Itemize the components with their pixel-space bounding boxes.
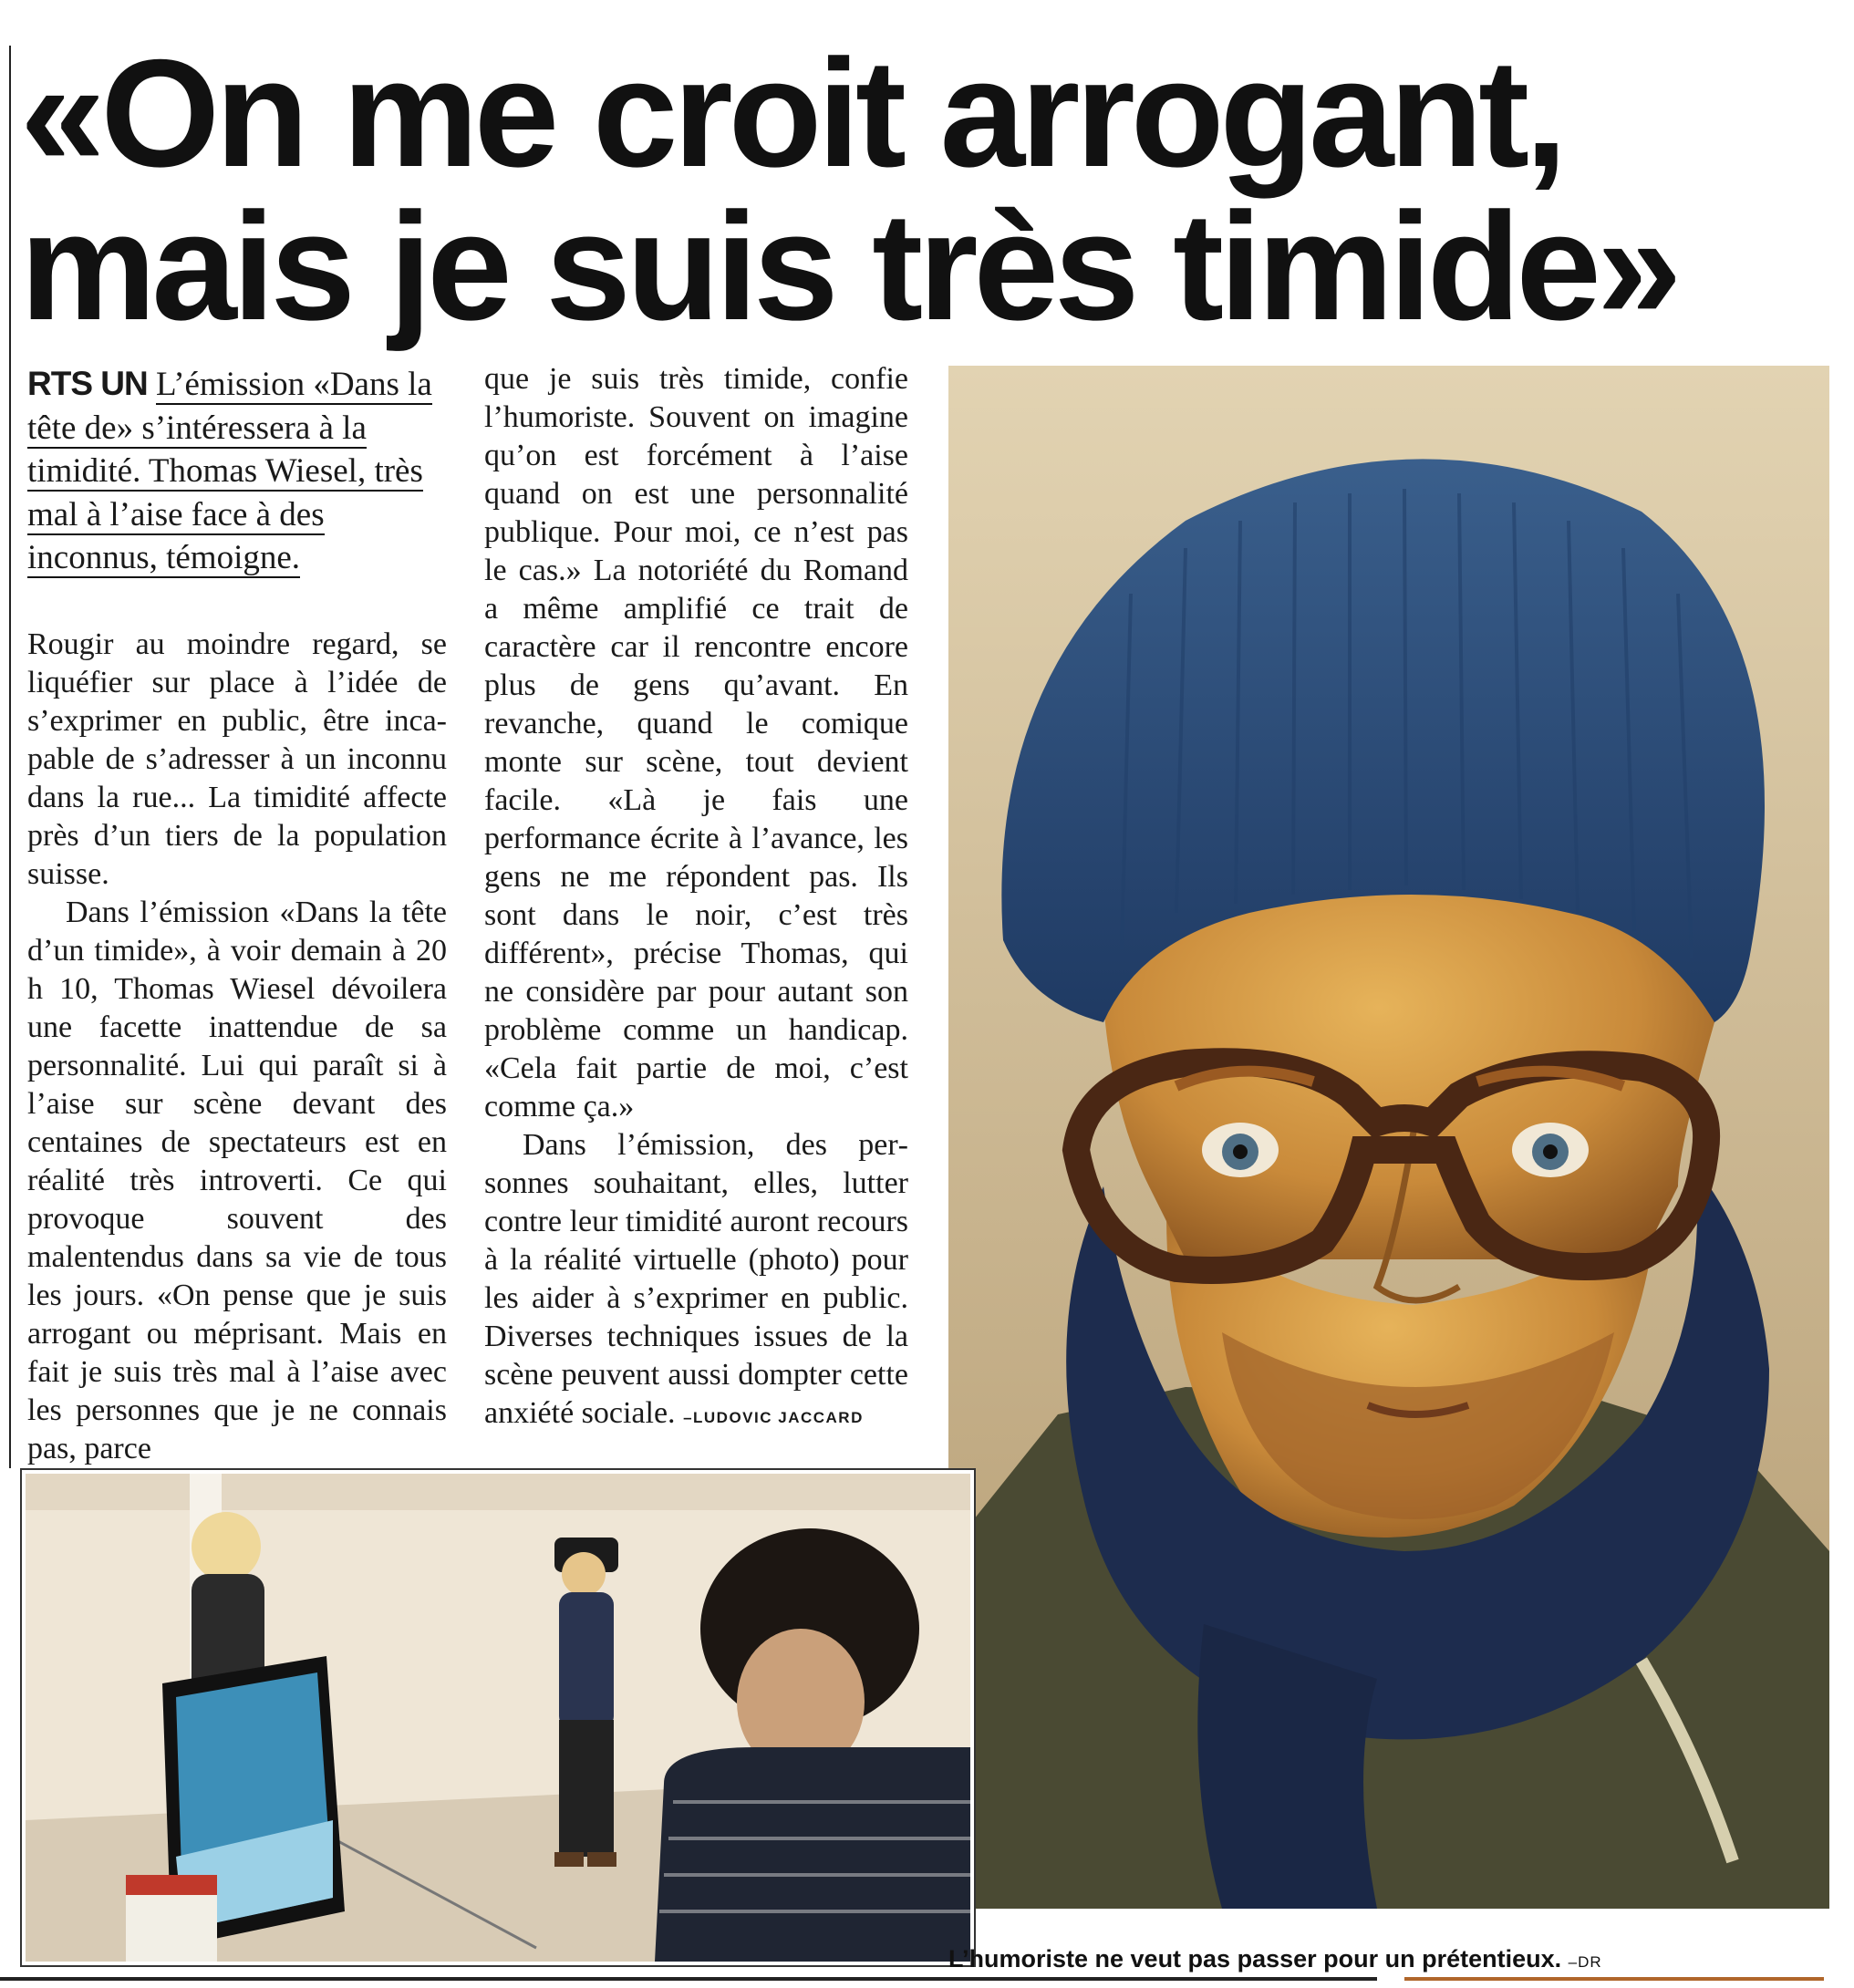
lead-text: L’émission «Dans la tête de» s’intéressera à la timidité. Thomas Wiesel, très mal à l’aise face à des inconnus, témoigne. (27, 366, 432, 576)
vr-session-illustration (26, 1474, 970, 1962)
caption-text: L’humoriste ne veut pas passer pour un prétentieux. (948, 1945, 1562, 1972)
photo-caption (948, 1944, 1829, 1977)
author-byline: –LUDOVIC JACCARD (683, 1409, 864, 1426)
article-column-1 (27, 626, 447, 1468)
bottom-rule-accent (1404, 1977, 1824, 1981)
portrait-illustration (948, 366, 1829, 1909)
left-column-rule (9, 46, 11, 1468)
photo-credit: –DR (1568, 1953, 1602, 1971)
lead-paragraph (27, 362, 456, 580)
headline (20, 27, 1835, 352)
headline-line-1: «On me croit arrogant, (20, 27, 1563, 199)
paragraph-4-text: Dans l’émission, des personnes souhaitant, elles, lutter contre leur timidité auront recours à la réalité virtuelle (photo) pour les aider à s’exprimer en public. Diverses techniques issues de la scène peuvent aussi dompter cette anxiété sociale. (484, 1128, 908, 1430)
article-column-2 (484, 360, 908, 1437)
headline-line-2: mais je suis très timide» (20, 181, 1678, 352)
paragraph-3: que je suis très timide, confie l’humoriste. Souvent on imagine qu’on est forcément à l’aise quand on est une personnalité publique. Pour moi, ce n’est pas le cas.» La notoriété du Romand a même amplifié ce trait de caractère car il rencontre encore plus de gens qu’avant. En revanche, quand le comique monte sur scène, tout devient facile. «Là je fais une performance écrite à l’avance, les gens ne me répondent pas. Ils sont dans le noir, c’est très différent», précise Thomas, qui ne considère par pour autant son problème comme un handicap. «Cela fait partie de moi, c’est comme ça.» (484, 362, 908, 1123)
section-kicker: RTS UN (27, 365, 148, 402)
bottom-rule (0, 1977, 1377, 1981)
paragraph-1: Rougir au moindre regard, se liquéfier sur place à l’idée de s’exprimer en public, être incapable de s’adresser à un inconnu dans la rue... La timidité affecte près d’un tiers de la population suisse. (27, 627, 447, 891)
paragraph-2: Dans l’émission «Dans la tête d’un timide», à voir demain à 20 h 10, Thomas Wiesel dévoilera une facette inattendue de sa personnalité. Lui qui paraît si à l’aise sur scène devant des centaines de spectateurs est en réalité très introverti. Ce qui provoque souvent des malentendus dans sa vie de tous les jours. «On pense que je suis arrogant ou méprisant. Mais en fait je suis très mal à l’aise avec les personnes que je ne connais pas, parce (27, 896, 447, 1465)
portrait-photo (948, 366, 1829, 1909)
paragraph-4 (484, 1126, 908, 1437)
vr-session-photo (22, 1470, 974, 1965)
